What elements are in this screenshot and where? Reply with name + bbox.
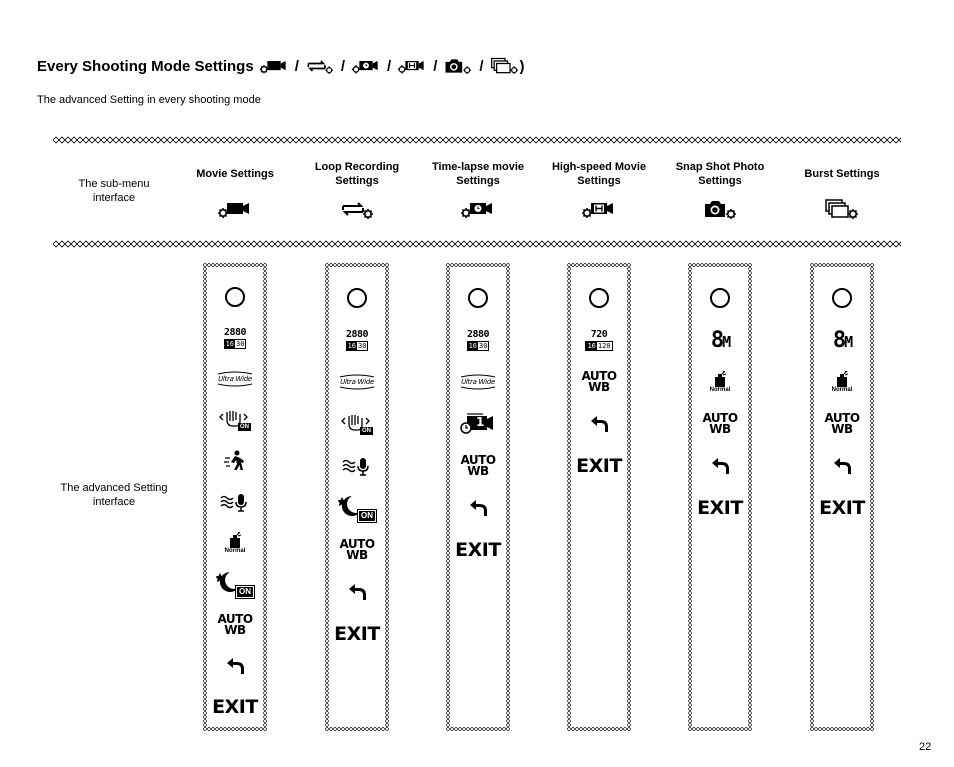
title-separator: / xyxy=(479,57,484,75)
title-separator: / xyxy=(340,57,346,75)
frame-rate-box xyxy=(346,341,369,351)
auto-white-balance-icon xyxy=(339,539,374,561)
page-title xyxy=(37,55,525,77)
auto-white-balance-icon xyxy=(702,413,737,435)
back-arrow-icon xyxy=(709,455,731,477)
ok-circle-icon xyxy=(225,287,245,307)
page-number: 22 xyxy=(919,741,932,753)
panel-item-exit[interactable] xyxy=(574,445,624,487)
wind-noise-mic-icon xyxy=(220,491,250,513)
awb-line-1: AUTO xyxy=(581,369,617,383)
panel-item-back[interactable] xyxy=(453,487,503,529)
fps-value: 30 xyxy=(358,341,367,350)
panel-item-normal[interactable] xyxy=(817,361,867,403)
resolution-value: 2880 xyxy=(345,328,369,340)
wind-noise-mic-icon xyxy=(342,455,372,477)
title-separator: / xyxy=(387,57,392,75)
highspeed-mode-icon xyxy=(397,55,427,77)
frame-rate-box xyxy=(585,341,612,351)
ok-circle-icon xyxy=(832,288,852,308)
title-separator: / xyxy=(433,57,438,75)
timelapse-settings-icon[interactable] xyxy=(460,197,496,221)
photo-size-8m-icon xyxy=(711,328,729,353)
panel-item-exit[interactable] xyxy=(453,529,503,571)
resolution-value: 2880 xyxy=(223,326,247,338)
resolution-value: 720 xyxy=(590,328,608,340)
awb-line-1: AUTO xyxy=(824,411,860,425)
motion-detect-icon xyxy=(223,449,247,473)
normal-label: Normal xyxy=(224,547,246,554)
auto-white-balance-icon xyxy=(460,455,495,477)
sharpness-normal-icon xyxy=(710,371,731,393)
advanced-settings-panel xyxy=(203,263,267,731)
awb-line-2: WB xyxy=(346,548,368,562)
photo-settings-icon[interactable] xyxy=(702,197,738,221)
fps-value: 120 xyxy=(597,341,611,350)
auto-white-balance-icon xyxy=(824,413,859,435)
back-arrow-icon xyxy=(224,655,246,677)
ultra-wide-label: Ultra Wide xyxy=(461,378,495,386)
fps-value: 30 xyxy=(479,341,488,350)
ultra-wide-icon xyxy=(217,371,253,387)
panel-item-awb[interactable] xyxy=(695,403,745,445)
panel-item-res-2880[interactable] xyxy=(453,319,503,361)
burst-settings-icon[interactable] xyxy=(824,197,860,221)
movie-mode-icon xyxy=(259,55,289,77)
awb-line-1: AUTO xyxy=(460,453,496,467)
panel-item-awb[interactable] xyxy=(332,529,382,571)
aspect-value: 16 xyxy=(468,341,477,350)
panel-item-ok-circle[interactable] xyxy=(332,277,382,319)
panel-item-exit[interactable] xyxy=(332,613,382,655)
panel-item-wind-mic[interactable] xyxy=(210,482,260,523)
photo-mode-icon xyxy=(443,55,473,77)
panel-item-night-on[interactable] xyxy=(210,563,260,604)
panel-item-ultra-wide[interactable] xyxy=(210,359,260,400)
stabilizer-icon xyxy=(217,408,253,432)
size-unit: M xyxy=(844,332,852,351)
size-number: 8 xyxy=(832,327,845,353)
advanced-settings-panel xyxy=(810,263,874,731)
awb-line-1: AUTO xyxy=(702,411,738,425)
column-header: Time-lapse movie Settings xyxy=(431,161,525,187)
panel-item-timelapse-1[interactable] xyxy=(453,403,503,445)
panel-item-8m[interactable] xyxy=(695,319,745,361)
back-arrow-icon xyxy=(346,581,368,603)
panel-item-ok-circle[interactable] xyxy=(210,277,260,318)
frame-rate-box xyxy=(467,341,490,351)
panel-item-awb[interactable] xyxy=(817,403,867,445)
on-badge: ON xyxy=(358,510,376,522)
page-title-text: Every Shooting Mode Settings xyxy=(37,57,254,75)
back-arrow-icon xyxy=(831,455,853,477)
panel-item-ultra-wide[interactable] xyxy=(453,361,503,403)
stabilizer-icon xyxy=(339,412,375,436)
resolution-icon xyxy=(585,330,612,351)
auto-white-balance-icon xyxy=(581,371,616,393)
panel-item-back[interactable] xyxy=(210,645,260,686)
awb-line-1: AUTO xyxy=(339,537,375,551)
decorative-divider xyxy=(53,240,901,248)
resolution-icon xyxy=(467,330,490,351)
movie-settings-icon[interactable] xyxy=(217,197,253,221)
column-header: Burst Settings xyxy=(804,168,880,180)
photo-size-8m-icon xyxy=(833,328,851,353)
resolution-icon xyxy=(224,328,247,349)
ultra-wide-icon xyxy=(339,374,375,390)
timelapse-mode-icon xyxy=(351,55,381,77)
size-unit: M xyxy=(722,332,730,351)
ok-circle-icon xyxy=(347,288,367,308)
sharpness-normal-icon xyxy=(832,371,853,393)
exit-label: EXIT xyxy=(576,455,622,477)
column-header: High-speed Movie Settings xyxy=(551,161,647,187)
aspect-value: 16 xyxy=(587,341,596,350)
panel-item-res-720[interactable] xyxy=(574,319,624,361)
panel-item-awb[interactable] xyxy=(574,361,624,403)
panel-item-res-2880[interactable] xyxy=(210,318,260,359)
frame-rate-box xyxy=(224,339,247,349)
burst-mode-icon xyxy=(490,55,520,77)
panel-item-back[interactable] xyxy=(817,445,867,487)
advanced-row-label: The advanced Setting interface xyxy=(60,482,168,508)
advanced-settings-panel xyxy=(446,263,510,731)
panel-item-ultra-wide[interactable] xyxy=(332,361,382,403)
submenu-row-label: The sub-menu interface xyxy=(78,178,150,204)
exit-label: EXIT xyxy=(819,497,865,519)
awb-line-1: AUTO xyxy=(217,611,253,626)
aspect-value: 16 xyxy=(225,339,234,348)
panel-item-awb[interactable] xyxy=(210,604,260,645)
night-mode-icon xyxy=(338,494,376,522)
advanced-settings-panel xyxy=(567,263,631,731)
on-badge: ON xyxy=(362,428,371,434)
ok-circle-icon xyxy=(710,288,730,308)
ultra-wide-label: Ultra Wide xyxy=(218,375,252,384)
panel-item-wind-mic[interactable] xyxy=(332,445,382,487)
size-number: 8 xyxy=(710,327,723,353)
exit-label: EXIT xyxy=(697,497,743,519)
exit-label: EXIT xyxy=(455,539,501,561)
resolution-icon xyxy=(346,330,369,351)
column-header: Movie Settings xyxy=(196,168,274,180)
awb-line-2: WB xyxy=(831,422,853,436)
ok-circle-icon xyxy=(468,288,488,308)
column-header: Loop Recording Settings xyxy=(314,161,400,187)
panel-item-motion[interactable] xyxy=(210,441,260,482)
panel-item-exit[interactable] xyxy=(210,686,260,727)
on-badge: ON xyxy=(240,424,249,431)
awb-line-2: WB xyxy=(709,422,731,436)
interval-number: 1 xyxy=(476,415,485,429)
timelapse-interval-icon xyxy=(459,412,497,436)
column-header: Snap Shot Photo Settings xyxy=(675,161,765,187)
title-separator: / xyxy=(294,57,299,75)
panel-item-ok-circle[interactable] xyxy=(574,277,624,319)
panel-item-stabilizer-on[interactable] xyxy=(332,403,382,445)
panel-item-ok-circle[interactable] xyxy=(453,277,503,319)
panel-item-stabilizer-on[interactable] xyxy=(210,400,260,441)
advanced-settings-panel xyxy=(688,263,752,731)
ultra-wide-icon xyxy=(460,374,496,390)
highspeed-settings-icon[interactable] xyxy=(581,197,617,221)
normal-label: Normal xyxy=(831,387,853,393)
panel-item-exit[interactable] xyxy=(817,487,867,529)
panel-item-back[interactable] xyxy=(695,445,745,487)
night-mode-icon xyxy=(216,570,254,598)
title-closing: ) xyxy=(519,57,525,75)
awb-line-2: WB xyxy=(467,464,489,478)
panel-item-awb[interactable] xyxy=(453,445,503,487)
panel-item-normal[interactable] xyxy=(695,361,745,403)
page-subtitle: The advanced Setting in every shooting mode xyxy=(37,94,261,106)
panel-item-night-on[interactable] xyxy=(332,487,382,529)
ultra-wide-label: Ultra Wide xyxy=(340,378,374,386)
decorative-divider xyxy=(53,136,901,144)
awb-line-2: WB xyxy=(588,380,610,394)
sharpness-normal-icon xyxy=(225,532,246,554)
aspect-value: 16 xyxy=(347,341,356,350)
panel-item-8m[interactable] xyxy=(817,319,867,361)
back-arrow-icon xyxy=(588,413,610,435)
normal-label: Normal xyxy=(709,387,731,393)
loop-mode-icon xyxy=(305,55,335,77)
back-arrow-icon xyxy=(467,497,489,519)
panel-item-back[interactable] xyxy=(332,571,382,613)
awb-line-2: WB xyxy=(224,622,246,637)
panel-item-exit[interactable] xyxy=(695,487,745,529)
auto-white-balance-icon xyxy=(217,611,253,637)
panel-item-back[interactable] xyxy=(574,403,624,445)
panel-item-res-2880[interactable] xyxy=(332,319,382,361)
exit-label: EXIT xyxy=(334,623,380,645)
ok-circle-icon xyxy=(589,288,609,308)
panel-item-normal[interactable] xyxy=(210,522,260,563)
advanced-settings-panel xyxy=(325,263,389,731)
fps-value: 30 xyxy=(236,339,245,348)
loop-settings-icon[interactable] xyxy=(339,197,375,221)
exit-label: EXIT xyxy=(212,695,258,718)
panel-item-ok-circle[interactable] xyxy=(817,277,867,319)
resolution-value: 2880 xyxy=(466,328,490,340)
panel-item-ok-circle[interactable] xyxy=(695,277,745,319)
on-badge: ON xyxy=(236,586,254,598)
